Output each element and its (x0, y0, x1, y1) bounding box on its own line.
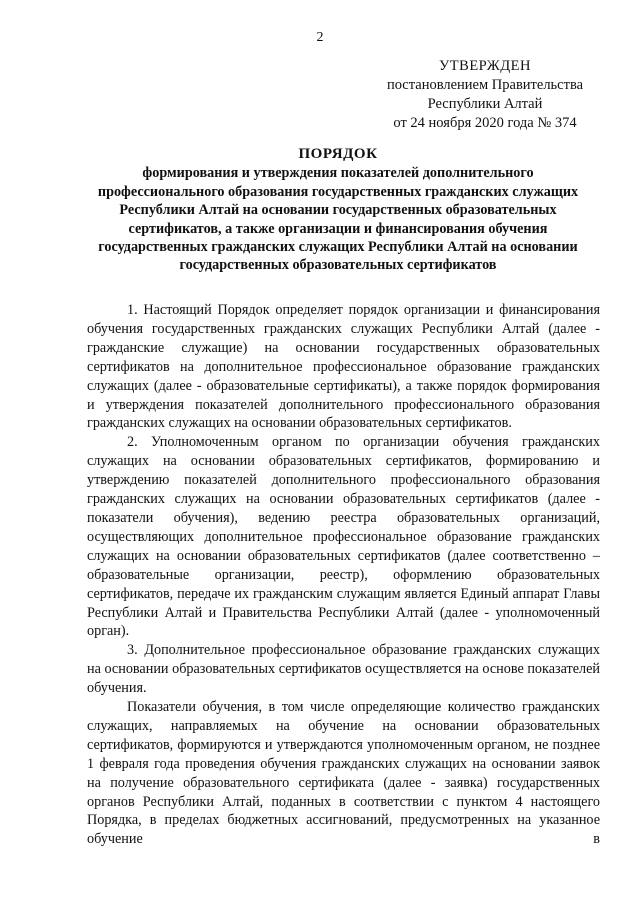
approval-line-3: от 24 ноября 2020 года № 374 (393, 115, 577, 131)
approval-block (370, 57, 600, 133)
title-heading: ПОРЯДОК (298, 146, 378, 162)
approval-stamp: УТВЕРЖДЕН (439, 58, 531, 74)
paragraph-3: 3. Дополнительное профессиональное образование гражданских служащих на основании образовательных сертификатов осуществляется на основе показателей обучения. (87, 642, 600, 697)
paragraph-2: 2. Уполномоченным органом по организации обучения гражданских служащих на основании образовательных сертификатов, формированию и утверждению показателей дополнительного профессионального образования гражданских служащих на основании образовательных сертификатов (далее - показатели обучения), ведению реестра образовательных организаций, осуществляющих дополнительное профессиональное образование гражданских служащих на основании образовательных сертификатов (далее соответственно – образовательные организации, реестр), оформлению образовательных сертификатов, передаче их гражданским служащим является Единый аппарат Главы Республики Алтай и Правительства Республики Алтай (далее - уполномоченный орган). (87, 434, 600, 640)
approval-line-2: Республики Алтай (427, 96, 543, 112)
page-number: 2 (316, 30, 324, 45)
paragraph-4: Показатели обучения, в том числе определяющие количество гражданских служащих, направляемых на обучение на основании образовательных сертификатов, формируются и утверждаются уполномоченным органом, не позднее 1 февраля года проведения обучения гражданских служащих на основании заявок на получение образовательного сертификата (далее - заявка) государственных органов Республики Алтай, поданных в соответствии с пунктом 4 настоящего Порядка, в пределах бюджетных ассигнований, предусмотренных на указанное обучение в (87, 699, 600, 848)
approval-line-1: постановлением Правительства (386, 77, 584, 93)
document-body (87, 301, 600, 849)
document-title (78, 145, 598, 275)
paragraph-1: 1. Настоящий Порядок определяет порядок организации и финансирования обучения государственных гражданских служащих Республики Алтай (далее - гражданские служащие) на основании государственных образовательных сертификатов на дополнительное профессиональное образование гражданских служащих (далее - образовательные сертификаты), а также порядок формирования и утверждения показателей дополнительного профессионального образования гражданских служащих на основании образовательных сертификатов. (87, 302, 600, 432)
title-subheading: формирования и утверждения показателей дополнительного профессионального образования государственных гражданских служащих Республики Алтай на основании государственных образовательных сертификатов, а также организации и финансирования обучения государственных гражданских служащих Республики Алтай на основании государственных образовательных сертификатов (97, 165, 579, 274)
